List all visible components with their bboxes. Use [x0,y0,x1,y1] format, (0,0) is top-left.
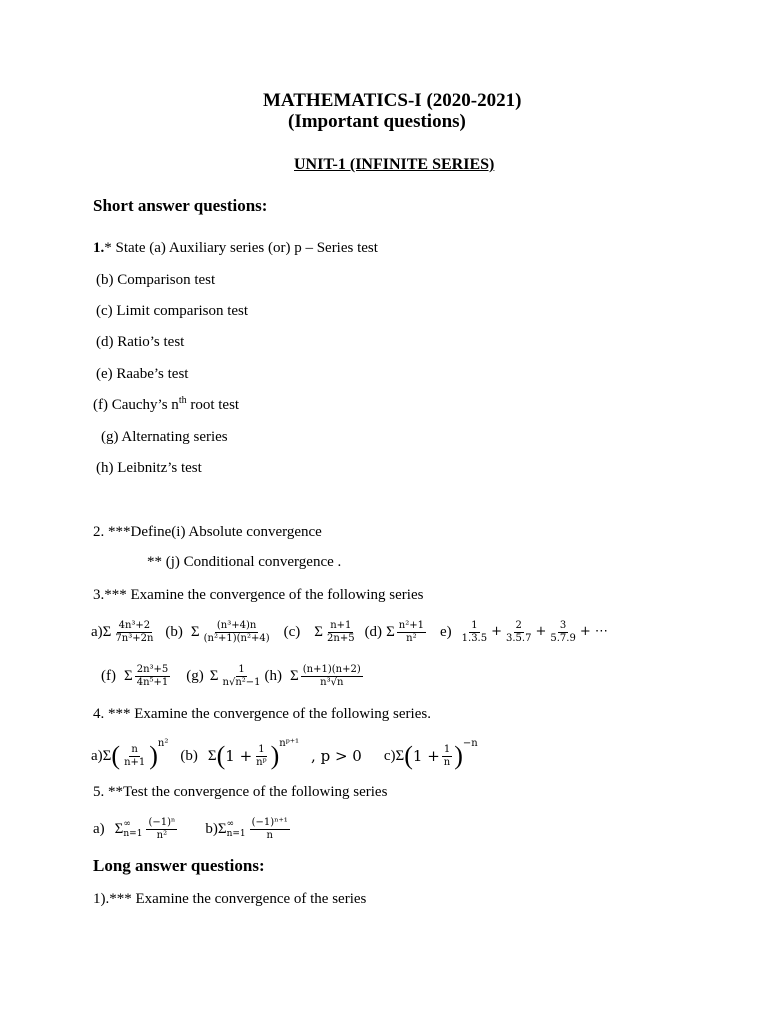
q3-e2-num: 2 [515,619,522,631]
q2-line1: 2. ***Define(i) Absolute convergence [93,524,322,540]
q5-b-label: b) [205,821,218,837]
q3-g-den: n√n²−1 [222,676,261,688]
q3-d-frac [397,620,426,645]
q4-c-den: n [443,756,451,768]
q1-h: (h) Leibnitz’s test [96,460,202,476]
q3-c-den: 2n+5 [327,632,355,644]
q1-c: (c) Limit comparison test [96,303,249,319]
q1-d: (d) Ratio’s test [96,334,185,350]
q4-b-cond: , p > 0 [311,747,362,765]
sigma-symbol: Σ [102,748,112,764]
q5-a-upper: ∞ [123,819,131,829]
q3-a-den: 7n³+2n [115,632,154,644]
long-q1: 1).*** Examine the convergence of the series [93,891,367,907]
q5-a-frac [146,817,177,842]
q1-number: 1. [93,240,105,256]
q1-f-post: root test [186,397,240,413]
q4-text: 4. *** Examine the convergence of the following series. [93,706,431,722]
q4-a-exp: n² [157,738,169,749]
q3-e1-num: 1 [471,619,478,631]
q3-c-label: (c) [283,624,301,640]
q3-d-den: n² [406,632,417,644]
q4-row [91,734,478,778]
q3-e3-num: 3 [559,619,567,631]
q5-b-den: n [266,829,273,841]
q3-g-frac [221,664,263,689]
q5-a-sum: Σ [114,821,124,837]
q1-text: * State (a) Auxiliary series (or) p – Series test [104,240,378,256]
q4-b-frac [254,744,268,769]
q5-text: 5. **Test the convergence of the following series [93,784,388,800]
sigma-symbol: Σ [209,668,219,684]
q4-c-num: 1 [443,743,451,755]
sigma-symbol: Σ [124,668,133,684]
q5-row [93,812,292,846]
plus-symbol: + [535,624,547,639]
q3-f-label: (f) [101,668,116,684]
q3-h-num: (n+1)(n+2) [302,663,361,675]
q3-row1 [91,614,608,650]
left-paren: ( [111,741,121,770]
q4-b-one: 1 + [225,747,253,765]
q3-e2-frac [504,620,533,645]
q5-b-limits [227,819,246,839]
q1-f [93,396,239,414]
q1-f-pre: (f) Cauchy’s n [93,397,179,413]
q4-b-num: 1 [258,743,265,755]
q3-e3-frac [548,620,577,645]
right-paren: ) [454,741,463,770]
q1-line [93,239,378,257]
short-answer-heading: Short answer questions: [93,196,268,215]
q3-a-num: 4n³+2 [118,619,151,631]
q3-c-num: n+1 [330,619,352,631]
q5-a-den: n² [156,829,168,841]
q4-b-label: (b) [180,748,198,764]
q4-a-num: n [131,743,138,755]
q5-a-num: (−1)ⁿ [148,816,176,828]
q3-row2 [101,658,365,694]
q1-e: (e) Raabe’s test [96,366,189,382]
q3-b-label: (b) [165,624,183,640]
q3-d-num: n²+1 [398,619,424,631]
left-paren: ( [216,741,226,770]
page-subtitle: (Important questions) [288,111,466,132]
q5-b-frac [250,817,290,842]
sigma-symbol: Σ [314,624,324,640]
q3-f-frac [135,664,171,689]
q3-e-label: e) [440,624,452,640]
right-paren: ) [149,741,158,770]
q5-b-sum: Σ [217,821,227,837]
sigma-symbol: Σ [386,624,395,640]
q3-h-label: (h) [264,668,283,684]
sigma-symbol: Σ [395,748,405,764]
q5-a-limits [123,819,142,839]
q3-h-frac [301,664,363,689]
q4-a-den: n+1 [124,756,146,768]
q1-b: (b) Comparison test [96,272,216,288]
sigma-symbol: Σ [290,668,299,684]
q3-b-frac [202,620,272,645]
sigma-symbol: Σ [207,748,217,764]
q4-a-frac [122,744,147,769]
q3-a-label: a) [91,624,103,640]
sigma-symbol: Σ [102,624,112,640]
left-paren: ( [404,741,413,770]
q3-h-den: n³√n [320,676,344,688]
q5-a-label: a) [93,821,105,837]
q5-b-lower: n=1 [226,829,246,839]
q3-text: 3.*** Examine the convergence of the following series [93,587,424,603]
q1-g: (g) Alternating series [101,429,228,445]
q3-e3-den: 5.7.9 [550,632,576,644]
q3-f-den: 4n⁵+1 [136,676,169,688]
plus-symbol: + [491,624,503,639]
q4-c-label: c) [383,748,396,764]
q4-c-exp: −n [462,738,478,749]
q3-e-tail: + ⋯ [579,624,608,639]
sigma-symbol: Σ [190,624,200,640]
q5-b-upper: ∞ [226,819,235,829]
q4-b-exp: nᵖ⁺¹ [279,738,300,749]
q4-c-frac [442,744,452,769]
q3-a-frac [113,620,155,645]
q3-e1-den: 1.3.5 [461,632,488,644]
q3-c-frac [325,620,357,645]
q3-g-num: 1 [238,663,245,675]
q4-b-den: nᵖ [256,756,267,768]
q3-e1-frac [460,620,489,645]
q3-g-label: (g) [186,668,204,684]
q3-e2-den: 3.5.7 [506,632,532,644]
q4-c-one: 1 + [412,747,440,765]
right-paren: ) [270,741,280,770]
q3-d-label: (d) [364,624,383,640]
q3-f-num: 2n³+5 [136,663,169,675]
q5-a-lower: n=1 [123,829,143,839]
q1-f-sup: th [178,395,187,406]
q2-line2: ** (j) Conditional convergence . [147,554,342,570]
q3-b-num: (n³+4)n [216,619,257,631]
q3-b-den: (n²+1)(n²+4) [203,632,270,644]
q4-a-label: a) [91,748,103,764]
q5-b-num: (−1)ⁿ⁺¹ [251,816,288,828]
long-answer-heading: Long answer questions: [93,856,265,875]
unit-heading: UNIT-1 (INFINITE SERIES) [294,156,495,173]
page-title: MATHEMATICS-I (2020-2021) [263,90,522,111]
